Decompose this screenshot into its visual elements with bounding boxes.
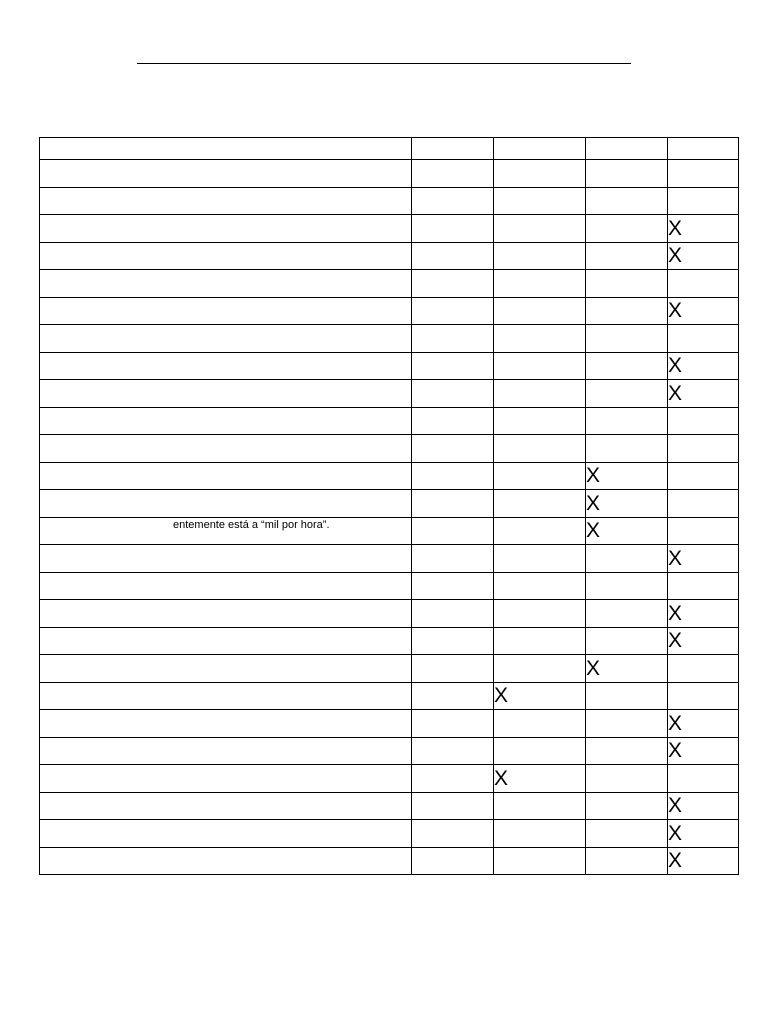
- mark-cell-col-4: X: [668, 710, 739, 738]
- mark-cell-col-1: [412, 160, 494, 188]
- mark-cell-col-3: [586, 270, 668, 298]
- mark-cell-col-3: X: [586, 517, 668, 545]
- mark-cell-col-2: [494, 352, 586, 380]
- mark-cell-col-1: [412, 138, 494, 160]
- mark-cell-col-1: [412, 710, 494, 738]
- mark-cell-col-1: [412, 270, 494, 298]
- mark-cell-col-4: X: [668, 792, 739, 820]
- mark-cell-col-3: [586, 242, 668, 270]
- mark-cell-col-2: [494, 407, 586, 435]
- table-row: [40, 490, 739, 518]
- table-row: [40, 187, 739, 215]
- item-cell: [40, 792, 412, 820]
- item-cell: [40, 847, 412, 875]
- item-cell: [40, 517, 412, 545]
- table-row: [40, 792, 739, 820]
- mark-cell-col-3: [586, 297, 668, 325]
- mark-cell-col-1: [412, 215, 494, 243]
- table-row: [40, 160, 739, 188]
- item-cell: [40, 710, 412, 738]
- mark-cell-col-3: X: [586, 655, 668, 683]
- table-row: [40, 600, 739, 628]
- mark-cell-col-2: [494, 160, 586, 188]
- item-cell: [40, 242, 412, 270]
- mark-cell-col-3: [586, 792, 668, 820]
- mark-cell-col-4: [668, 490, 739, 518]
- table-row: [40, 435, 739, 463]
- item-cell: [40, 600, 412, 628]
- table-row: [40, 352, 739, 380]
- mark-cell-col-3: X: [586, 490, 668, 518]
- mark-cell-col-3: [586, 820, 668, 848]
- mark-cell-col-3: [586, 352, 668, 380]
- mark-cell-col-2: [494, 297, 586, 325]
- mark-cell-col-4: X: [668, 242, 739, 270]
- mark-cell-col-4: X: [668, 627, 739, 655]
- mark-cell-col-2: [494, 737, 586, 765]
- mark-cell-col-4: [668, 462, 739, 490]
- mark-cell-col-2: [494, 847, 586, 875]
- mark-cell-col-1: [412, 600, 494, 628]
- mark-cell-col-3: [586, 627, 668, 655]
- mark-cell-col-4: X: [668, 847, 739, 875]
- mark-cell-col-1: [412, 737, 494, 765]
- item-cell: [40, 572, 412, 600]
- item-cell: [40, 380, 412, 408]
- mark-cell-col-4: [668, 765, 739, 793]
- item-cell: [40, 627, 412, 655]
- mark-cell-col-2: [494, 710, 586, 738]
- table-row: [40, 380, 739, 408]
- mark-cell-col-3: [586, 600, 668, 628]
- mark-cell-col-2: X: [494, 682, 586, 710]
- table-row: [40, 297, 739, 325]
- mark-cell-col-2: [494, 215, 586, 243]
- mark-cell-col-3: [586, 138, 668, 160]
- item-cell: [40, 462, 412, 490]
- mark-cell-col-1: [412, 792, 494, 820]
- mark-cell-col-2: [494, 655, 586, 683]
- table-row: [40, 242, 739, 270]
- mark-cell-col-3: [586, 325, 668, 353]
- table-row: [40, 627, 739, 655]
- mark-cell-col-2: [494, 270, 586, 298]
- mark-cell-col-1: [412, 572, 494, 600]
- table-row: [40, 737, 739, 765]
- mark-cell-col-4: X: [668, 352, 739, 380]
- mark-cell-col-4: [668, 187, 739, 215]
- mark-cell-col-4: X: [668, 380, 739, 408]
- mark-cell-col-1: [412, 820, 494, 848]
- mark-cell-col-1: [412, 380, 494, 408]
- mark-cell-col-2: [494, 380, 586, 408]
- mark-cell-col-3: [586, 545, 668, 573]
- mark-cell-col-3: [586, 407, 668, 435]
- table-row: [40, 325, 739, 353]
- item-cell: [40, 270, 412, 298]
- mark-cell-col-4: [668, 572, 739, 600]
- table-row: [40, 517, 739, 545]
- mark-cell-col-3: [586, 682, 668, 710]
- mark-cell-col-4: [668, 270, 739, 298]
- mark-cell-col-3: X: [586, 462, 668, 490]
- table-row: [40, 847, 739, 875]
- mark-cell-col-3: [586, 215, 668, 243]
- mark-cell-col-3: [586, 765, 668, 793]
- item-cell: [40, 655, 412, 683]
- item-cell: [40, 160, 412, 188]
- checklist-table: [39, 137, 739, 875]
- mark-cell-col-1: [412, 655, 494, 683]
- mark-cell-col-2: [494, 792, 586, 820]
- mark-cell-col-1: [412, 682, 494, 710]
- mark-cell-col-4: [668, 682, 739, 710]
- mark-cell-col-1: [412, 490, 494, 518]
- mark-cell-col-2: [494, 545, 586, 573]
- mark-cell-col-1: [412, 242, 494, 270]
- table-row: [40, 655, 739, 683]
- item-cell: [40, 490, 412, 518]
- mark-cell-col-4: [668, 435, 739, 463]
- mark-cell-col-3: [586, 160, 668, 188]
- mark-cell-col-4: X: [668, 215, 739, 243]
- table-row: [40, 407, 739, 435]
- mark-cell-col-3: [586, 572, 668, 600]
- mark-cell-col-1: [412, 325, 494, 353]
- item-text: entemente está a “mil por hora”.: [173, 518, 330, 531]
- item-cell: [40, 352, 412, 380]
- item-cell: [40, 765, 412, 793]
- mark-cell-col-4: X: [668, 545, 739, 573]
- mark-cell-col-3: [586, 847, 668, 875]
- checklist-body: [40, 138, 739, 875]
- mark-cell-col-2: [494, 600, 586, 628]
- mark-cell-col-1: [412, 407, 494, 435]
- mark-cell-col-1: [412, 517, 494, 545]
- mark-cell-col-4: X: [668, 820, 739, 848]
- item-cell: [40, 187, 412, 215]
- mark-cell-col-2: X: [494, 765, 586, 793]
- item-cell: [40, 325, 412, 353]
- table-row: [40, 682, 739, 710]
- mark-cell-col-3: [586, 737, 668, 765]
- mark-cell-col-2: [494, 187, 586, 215]
- table-row: [40, 462, 739, 490]
- item-cell: [40, 545, 412, 573]
- item-cell: [40, 737, 412, 765]
- mark-cell-col-4: X: [668, 600, 739, 628]
- mark-cell-col-3: [586, 710, 668, 738]
- mark-cell-col-1: [412, 297, 494, 325]
- mark-cell-col-2: [494, 138, 586, 160]
- mark-cell-col-2: [494, 490, 586, 518]
- mark-cell-col-1: [412, 352, 494, 380]
- mark-cell-col-4: [668, 160, 739, 188]
- table-row: [40, 215, 739, 243]
- mark-cell-col-1: [412, 627, 494, 655]
- item-cell: [40, 215, 412, 243]
- table-row: [40, 572, 739, 600]
- mark-cell-col-4: X: [668, 297, 739, 325]
- mark-cell-col-3: [586, 435, 668, 463]
- mark-cell-col-3: [586, 187, 668, 215]
- item-cell: [40, 297, 412, 325]
- table-row: [40, 270, 739, 298]
- mark-cell-col-1: [412, 435, 494, 463]
- mark-cell-col-2: [494, 462, 586, 490]
- mark-cell-col-1: [412, 545, 494, 573]
- mark-cell-col-4: [668, 517, 739, 545]
- item-cell: [40, 435, 412, 463]
- mark-cell-col-2: [494, 517, 586, 545]
- mark-cell-col-2: [494, 242, 586, 270]
- mark-cell-col-2: [494, 572, 586, 600]
- mark-cell-col-2: [494, 627, 586, 655]
- mark-cell-col-2: [494, 435, 586, 463]
- mark-cell-col-2: [494, 325, 586, 353]
- mark-cell-col-1: [412, 462, 494, 490]
- mark-cell-col-4: X: [668, 737, 739, 765]
- item-cell: [40, 138, 412, 160]
- table-header-row: [40, 138, 739, 160]
- table-row: [40, 765, 739, 793]
- mark-cell-col-3: [586, 380, 668, 408]
- mark-cell-col-1: [412, 765, 494, 793]
- mark-cell-col-1: [412, 187, 494, 215]
- table-row: [40, 710, 739, 738]
- mark-cell-col-1: [412, 847, 494, 875]
- table-row: [40, 545, 739, 573]
- item-cell: [40, 407, 412, 435]
- mark-cell-col-2: [494, 820, 586, 848]
- title-underline: [137, 63, 631, 64]
- mark-cell-col-4: [668, 138, 739, 160]
- mark-cell-col-4: [668, 325, 739, 353]
- item-cell: [40, 682, 412, 710]
- mark-cell-col-4: [668, 655, 739, 683]
- mark-cell-col-4: [668, 407, 739, 435]
- item-cell: [40, 820, 412, 848]
- table-row: [40, 820, 739, 848]
